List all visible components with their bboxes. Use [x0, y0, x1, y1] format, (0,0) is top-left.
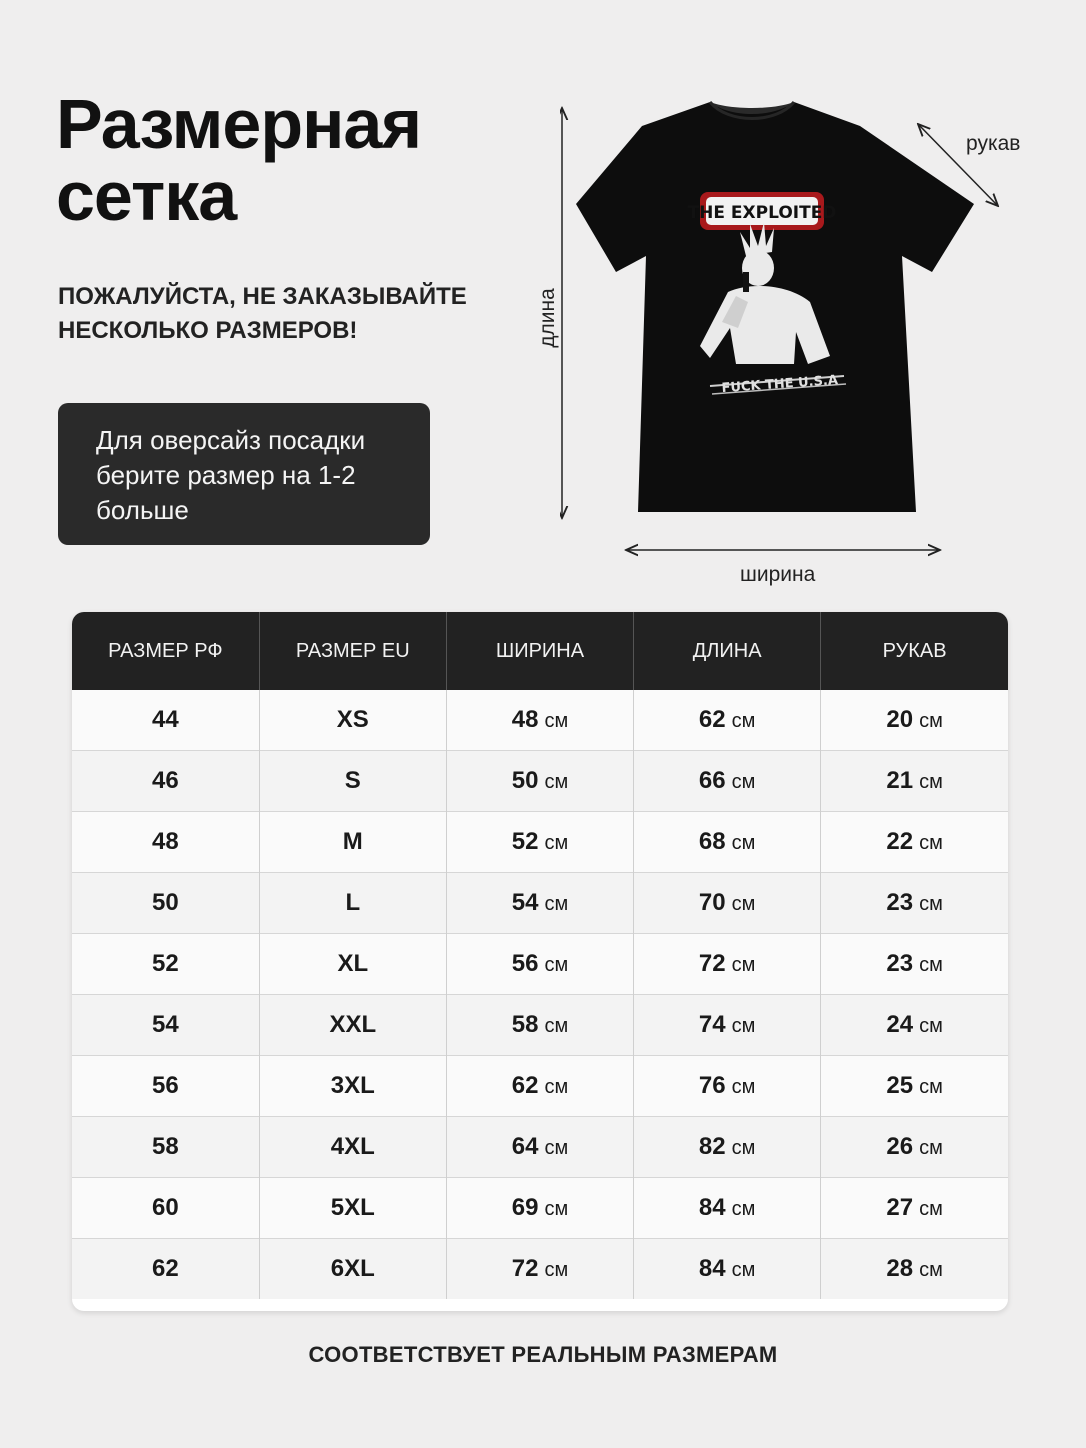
- cell-length-unit: см: [731, 1259, 756, 1281]
- cell-size-eu-value: 5XL: [330, 1194, 375, 1221]
- cell-length-unit: см: [731, 1015, 756, 1037]
- cell-sleeve-value: 27: [886, 1194, 914, 1221]
- table-row: [72, 873, 1008, 934]
- cell-size-eu: [259, 812, 446, 873]
- cell-width-unit: см: [544, 832, 569, 854]
- cell-size-eu-value: XL: [337, 950, 369, 977]
- footer-note: СООТВЕТСТВУЕТ РЕАЛЬНЫМ РАЗМЕРАМ: [308, 1342, 778, 1367]
- cell-sleeve-unit: см: [919, 832, 943, 854]
- cell-width: [446, 873, 633, 934]
- cell-length: [634, 812, 821, 873]
- cell-length-unit: см: [731, 832, 756, 854]
- cell-size-ru-value: 48: [151, 828, 179, 855]
- cell-length: [634, 1239, 821, 1300]
- cell-width-value: 56: [511, 950, 539, 977]
- cell-width: [446, 751, 633, 812]
- cell-sleeve-unit: см: [919, 1259, 943, 1281]
- cell-width-unit: см: [544, 710, 569, 732]
- cell-length-unit: см: [731, 1076, 756, 1098]
- cell-size-ru: [72, 690, 259, 751]
- cell-width: [446, 812, 633, 873]
- tshirt-measurement-diagram: [535, 96, 1021, 596]
- cell-sleeve-value: 28: [886, 1255, 914, 1282]
- cell-sleeve-unit: см: [919, 1015, 943, 1037]
- cell-sleeve-value: 20: [886, 706, 914, 733]
- cell-width: [446, 690, 633, 751]
- table-row: [72, 1239, 1008, 1300]
- page-title-line-1: Размерная: [56, 85, 422, 163]
- warning-line-1: ПОЖАЛУЙСТА, НЕ ЗАКАЗЫВАЙТЕ: [58, 283, 467, 310]
- cell-length: [634, 934, 821, 995]
- cell-length-unit: см: [731, 771, 756, 793]
- cell-size-eu-value: 6XL: [330, 1255, 375, 1282]
- cell-width-unit: см: [544, 893, 569, 915]
- cell-width: [446, 1178, 633, 1239]
- cell-width-value: 54: [511, 889, 539, 916]
- cell-size-eu: [259, 1178, 446, 1239]
- cell-size-eu-value: M: [342, 828, 363, 855]
- cell-size-ru-value: 62: [151, 1255, 179, 1282]
- cell-size-eu: [259, 934, 446, 995]
- cell-length-value: 68: [698, 828, 726, 855]
- cell-size-eu: [259, 751, 446, 812]
- table-row: [72, 1117, 1008, 1178]
- cell-sleeve-value: 23: [886, 950, 914, 977]
- cell-size-ru-value: 56: [151, 1072, 179, 1099]
- cell-width: [446, 934, 633, 995]
- cell-width-value: 52: [511, 828, 539, 855]
- print-slogan-text: FUCK THE U.S.A: [721, 372, 839, 397]
- cell-sleeve: [821, 873, 1008, 934]
- cell-length: [634, 1056, 821, 1117]
- table-row: [72, 690, 1008, 751]
- cell-size-eu: [259, 1239, 446, 1300]
- cell-length: [634, 751, 821, 812]
- oversize-note-line-2: берите размер на 1-2: [96, 460, 356, 490]
- cell-width-unit: см: [544, 1198, 569, 1220]
- cell-width-unit: см: [544, 771, 569, 793]
- cell-length-value: 66: [698, 767, 726, 794]
- table-row: [72, 812, 1008, 873]
- cell-size-eu: [259, 995, 446, 1056]
- cell-sleeve-value: 24: [886, 1011, 914, 1038]
- cell-sleeve: [821, 934, 1008, 995]
- cell-length-unit: см: [731, 1137, 756, 1159]
- table-row: [72, 751, 1008, 812]
- table-row: [72, 1056, 1008, 1117]
- cell-size-ru-value: 58: [151, 1133, 179, 1160]
- cell-size-eu: [259, 873, 446, 934]
- cell-sleeve: [821, 812, 1008, 873]
- cell-size-ru: [72, 751, 259, 812]
- cell-width-unit: см: [544, 954, 569, 976]
- print-band-logo: [688, 192, 837, 230]
- tshirt-svg: [560, 96, 1010, 596]
- cell-length-value: 84: [698, 1194, 726, 1221]
- page-title-line-2: сетка: [56, 157, 237, 235]
- cell-width: [446, 1117, 633, 1178]
- cell-size-eu-value: 3XL: [330, 1072, 375, 1099]
- cell-sleeve-value: 22: [886, 828, 914, 855]
- cell-sleeve-value: 21: [886, 767, 914, 794]
- cell-sleeve-unit: см: [919, 1198, 943, 1220]
- column-header-width: ШИРИНА: [446, 612, 633, 690]
- cell-width-unit: см: [544, 1259, 569, 1281]
- cell-sleeve: [821, 751, 1008, 812]
- cell-width-value: 72: [511, 1255, 539, 1282]
- cell-sleeve-unit: см: [919, 954, 943, 976]
- warning-line-2: НЕСКОЛЬКО РАЗМЕРОВ!: [58, 317, 358, 344]
- cell-size-eu-value: S: [344, 767, 361, 794]
- cell-size-eu: [259, 1117, 446, 1178]
- table-row: [72, 1178, 1008, 1239]
- column-header-size-ru: РАЗМЕР РФ: [72, 612, 259, 690]
- cell-size-ru: [72, 1178, 259, 1239]
- cell-size-eu-value: L: [345, 889, 361, 916]
- cell-sleeve-value: 25: [886, 1072, 914, 1099]
- cell-width: [446, 1056, 633, 1117]
- cell-length-value: 72: [698, 950, 726, 977]
- column-header-sleeve: РУКАВ: [821, 612, 1008, 690]
- cell-size-ru-value: 46: [151, 767, 179, 794]
- cell-length-unit: см: [731, 1198, 756, 1220]
- cell-size-ru: [72, 873, 259, 934]
- cell-sleeve-value: 26: [886, 1133, 914, 1160]
- cell-sleeve: [821, 1178, 1008, 1239]
- cell-length: [634, 1178, 821, 1239]
- oversize-note: [58, 403, 430, 545]
- length-label: длина: [535, 288, 559, 348]
- cell-length: [634, 690, 821, 751]
- cell-length: [634, 1117, 821, 1178]
- cell-width: [446, 1239, 633, 1300]
- cell-length: [634, 873, 821, 934]
- cell-sleeve: [821, 690, 1008, 751]
- cell-length-value: 76: [698, 1072, 726, 1099]
- table-row: [72, 995, 1008, 1056]
- size-table: [72, 612, 1008, 1311]
- cell-length-unit: см: [731, 893, 756, 915]
- width-label: ширина: [740, 563, 816, 586]
- cell-size-ru: [72, 1056, 259, 1117]
- cell-sleeve: [821, 1117, 1008, 1178]
- cell-size-ru: [72, 1239, 259, 1300]
- print-band-text: THE EXPLOITED: [687, 203, 837, 223]
- cell-width-unit: см: [544, 1015, 569, 1037]
- table-header-row: [72, 612, 1008, 690]
- cell-width-value: 64: [511, 1133, 539, 1160]
- table-row: [72, 934, 1008, 995]
- cell-width-value: 62: [511, 1072, 539, 1099]
- cell-size-eu: [259, 690, 446, 751]
- cell-length-unit: см: [731, 954, 756, 976]
- cell-size-eu-value: XXL: [329, 1011, 377, 1038]
- cell-sleeve: [821, 995, 1008, 1056]
- warning-text: [58, 280, 467, 348]
- cell-size-ru-value: 44: [151, 706, 179, 733]
- cell-sleeve-unit: см: [919, 1137, 943, 1159]
- oversize-note-line-3: больше: [96, 495, 189, 525]
- cell-size-eu-value: XS: [336, 706, 369, 733]
- cell-width-unit: см: [544, 1137, 569, 1159]
- cell-size-ru: [72, 995, 259, 1056]
- cell-length-value: 74: [698, 1011, 726, 1038]
- cell-length: [634, 995, 821, 1056]
- column-header-length: ДЛИНА: [634, 612, 821, 690]
- cell-length-value: 70: [698, 889, 726, 916]
- cell-sleeve: [821, 1056, 1008, 1117]
- cell-size-ru-value: 60: [151, 1194, 179, 1221]
- cell-sleeve-value: 23: [886, 889, 914, 916]
- oversize-note-line-1: Для оверсайз посадки: [96, 425, 366, 455]
- cell-size-ru: [72, 812, 259, 873]
- cell-sleeve-unit: см: [919, 893, 943, 915]
- cell-size-eu-value: 4XL: [330, 1133, 375, 1160]
- cell-width-value: 69: [511, 1194, 539, 1221]
- cell-length-value: 84: [698, 1255, 726, 1282]
- cell-width-value: 48: [511, 706, 539, 733]
- column-header-size-eu: РАЗМЕР EU: [259, 612, 446, 690]
- cell-length-value: 82: [698, 1133, 726, 1160]
- cell-length-value: 62: [698, 706, 726, 733]
- cell-size-ru-value: 50: [151, 889, 179, 916]
- cell-sleeve-unit: см: [919, 771, 943, 793]
- cell-sleeve-unit: см: [919, 710, 943, 732]
- cell-sleeve: [821, 1239, 1008, 1300]
- cell-width-value: 58: [511, 1011, 539, 1038]
- cell-size-ru-value: 54: [151, 1011, 179, 1038]
- cell-size-eu: [259, 1056, 446, 1117]
- cell-width: [446, 995, 633, 1056]
- cell-size-ru: [72, 934, 259, 995]
- sleeve-label: рукав: [966, 132, 1021, 155]
- cell-width-unit: см: [544, 1076, 569, 1098]
- cell-size-ru: [72, 1117, 259, 1178]
- cell-width-value: 50: [511, 767, 539, 794]
- page-title: [56, 85, 422, 235]
- cell-sleeve-unit: см: [919, 1076, 943, 1098]
- cell-length-unit: см: [731, 710, 756, 732]
- cell-size-ru-value: 52: [151, 950, 179, 977]
